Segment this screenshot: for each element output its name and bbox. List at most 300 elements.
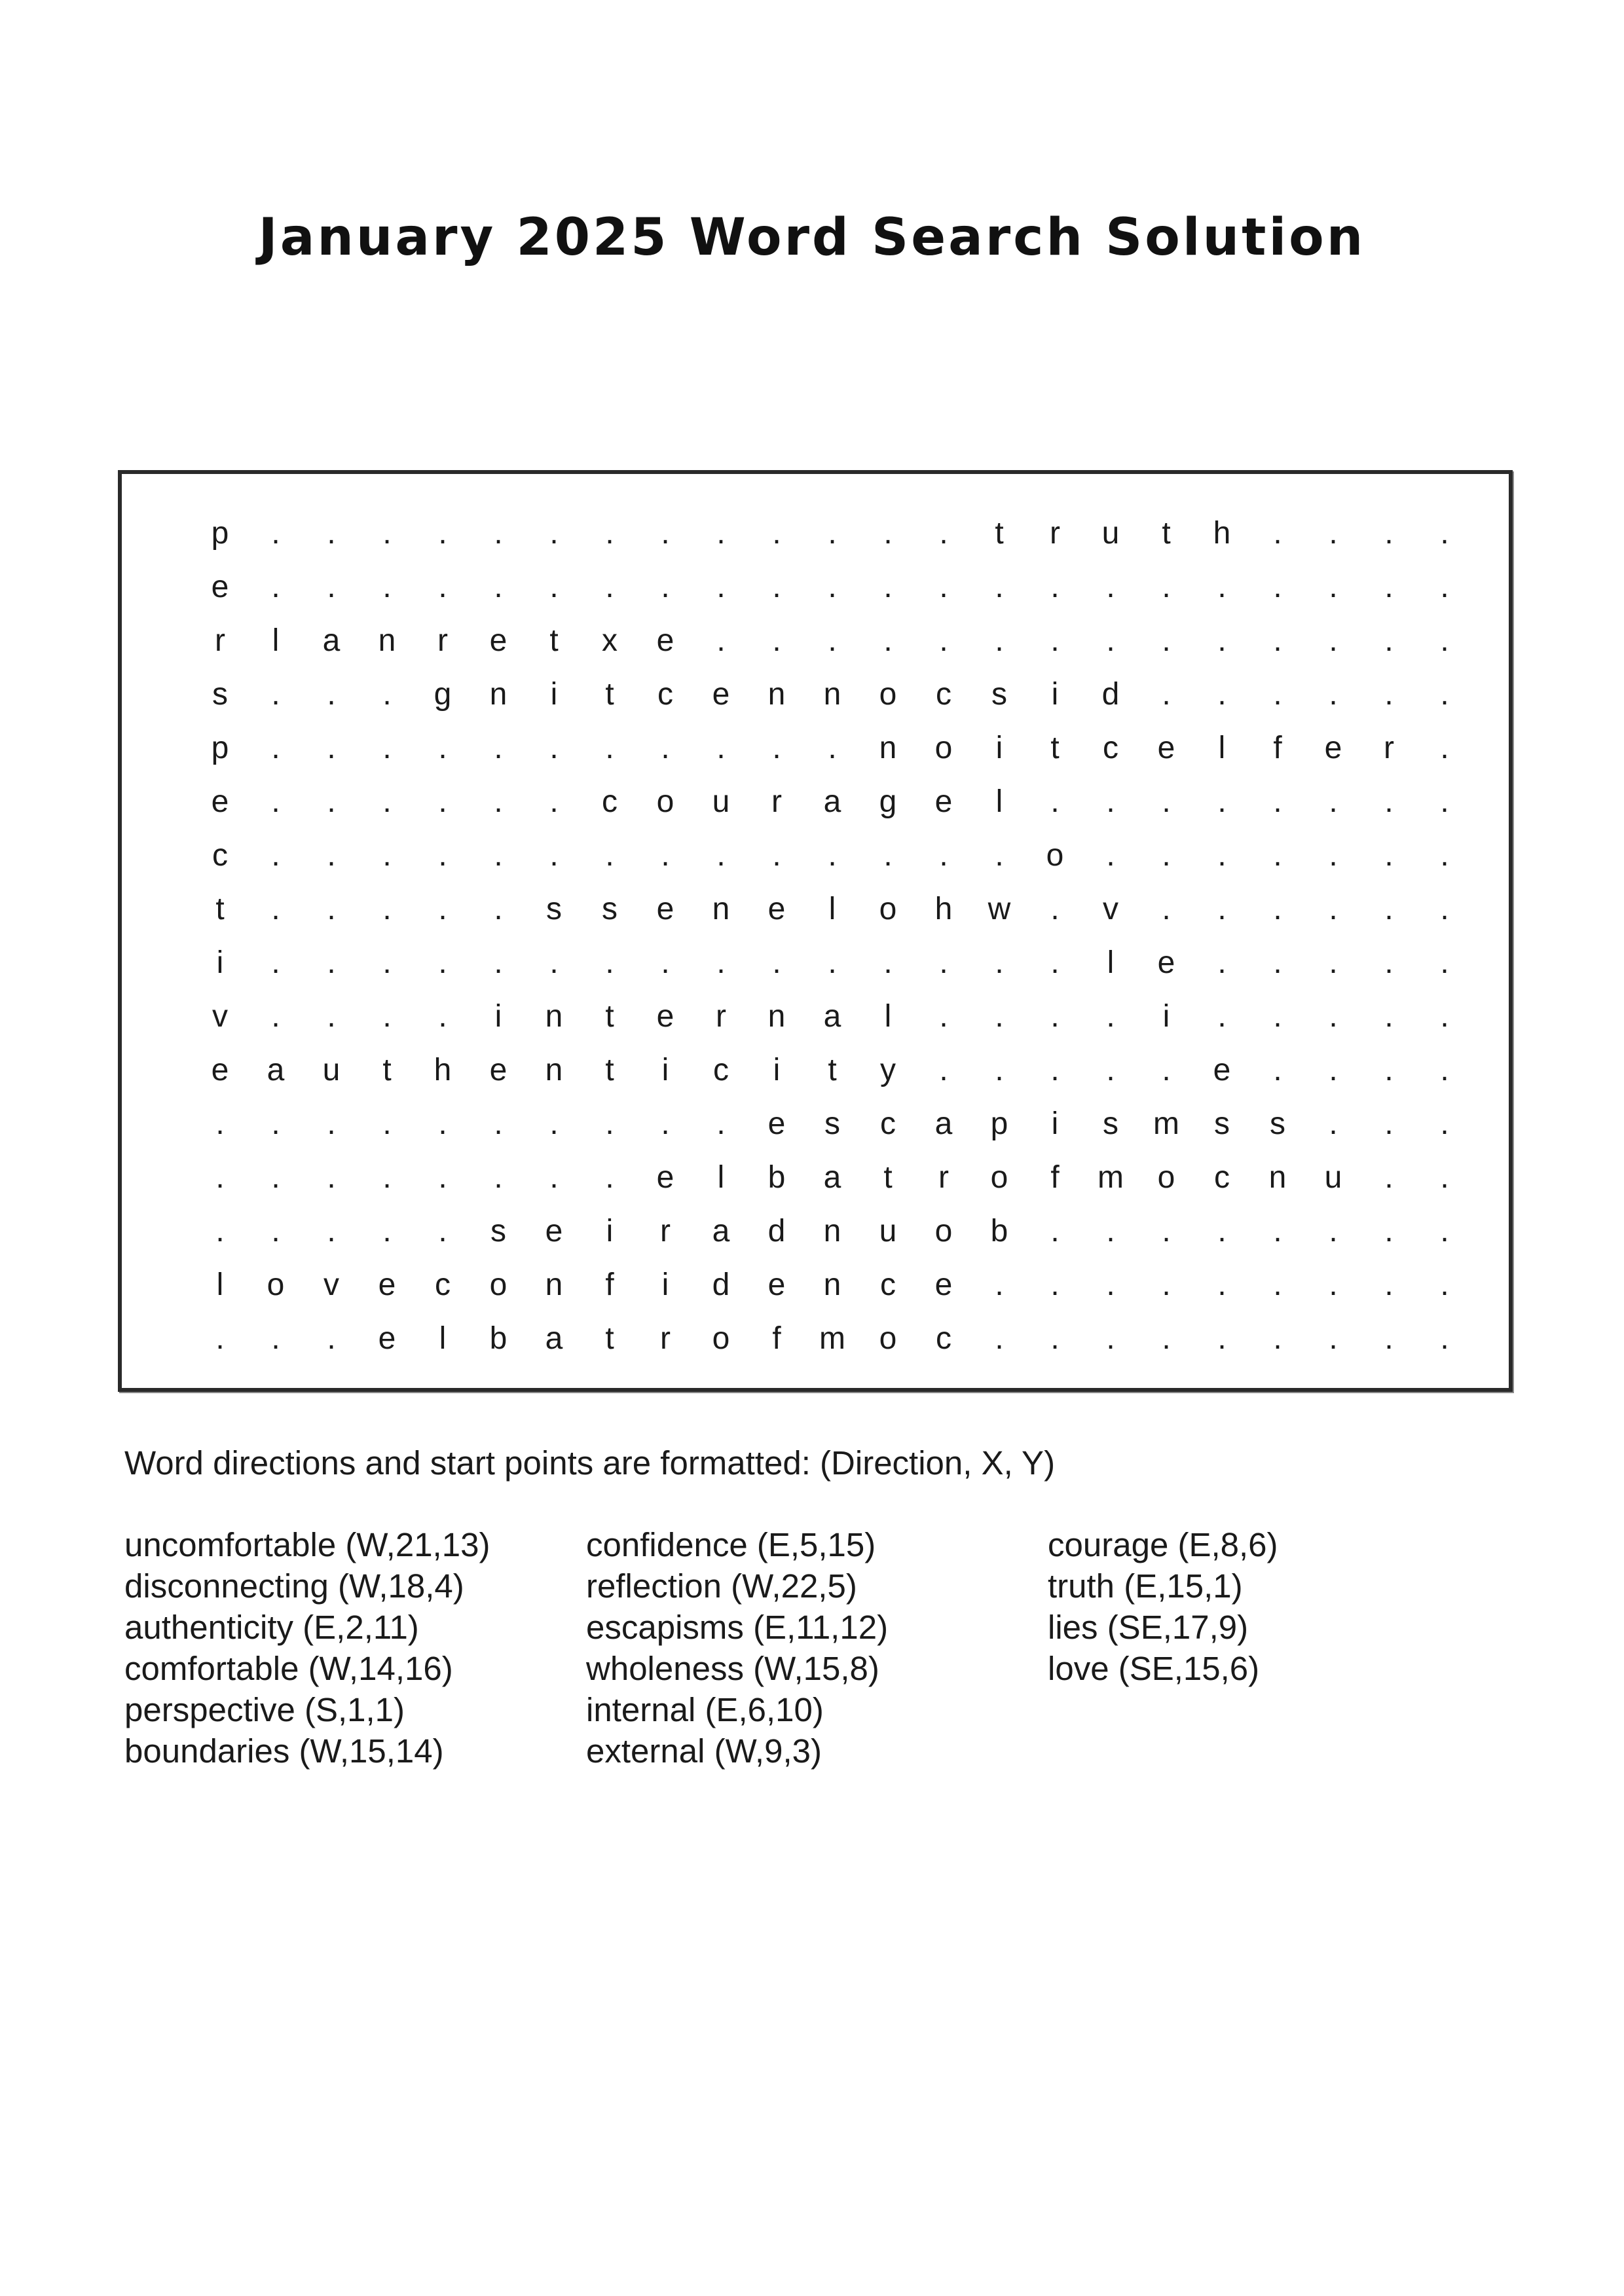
grid-letter: s <box>824 1106 840 1141</box>
grid-dot: . <box>1440 945 1449 980</box>
grid-dot: . <box>661 945 670 980</box>
grid-dot: . <box>494 1160 503 1195</box>
grid-dot: . <box>1162 1053 1171 1087</box>
grid-dot: . <box>1440 1321 1449 1356</box>
grid-dot: . <box>549 1106 559 1141</box>
grid-letter: n <box>823 677 841 712</box>
grid-dot: . <box>995 1053 1004 1087</box>
grid-dot: . <box>939 838 948 873</box>
grid-letter: t <box>1162 516 1171 551</box>
grid-dot: . <box>1440 731 1449 765</box>
grid-letter: o <box>656 784 674 819</box>
grid-dot: . <box>828 516 837 551</box>
grid-letter: e <box>767 1106 786 1141</box>
grid-letter: l <box>1218 731 1226 765</box>
grid-dot: . <box>1384 838 1393 873</box>
grid-letter: l <box>995 784 1003 819</box>
grid-dot: . <box>1440 570 1449 604</box>
grid-letter: o <box>990 1160 1008 1195</box>
grid-dot: . <box>939 945 948 980</box>
grid-dot: . <box>716 731 726 765</box>
grid-dot: . <box>1440 784 1449 819</box>
grid-dot: . <box>1440 892 1449 926</box>
grid-dot: . <box>494 945 503 980</box>
grid-dot: . <box>1217 1214 1227 1248</box>
grid-letter: t <box>549 623 559 658</box>
grid-dot: . <box>1050 570 1060 604</box>
grid-dot: . <box>1273 623 1282 658</box>
grid-dot: . <box>327 731 336 765</box>
grid-dot: . <box>1329 1267 1338 1302</box>
grid-dot: . <box>327 677 336 712</box>
grid-dot: . <box>1440 1160 1449 1195</box>
grid-dot: . <box>1384 1214 1393 1248</box>
grid-letter: e <box>378 1267 396 1302</box>
grid-letter: w <box>987 892 1011 926</box>
grid-letter: u <box>1324 1160 1342 1195</box>
grid-dot: . <box>828 838 837 873</box>
grid-dot: . <box>438 1214 447 1248</box>
grid-dot: . <box>382 677 392 712</box>
grid-dot: . <box>605 731 614 765</box>
grid-letter: t <box>605 677 614 712</box>
grid-dot: . <box>494 516 503 551</box>
grid-dot: . <box>1273 1267 1282 1302</box>
grid-dot: . <box>1217 892 1227 926</box>
grid-letter: l <box>272 623 280 658</box>
grid-dot: . <box>1329 570 1338 604</box>
word-list-item: reflection (W,22,5) <box>586 1567 857 1605</box>
grid-letter: i <box>216 945 224 980</box>
grid-dot: . <box>1273 570 1282 604</box>
grid-dot: . <box>883 838 893 873</box>
grid-letter: r <box>771 784 782 819</box>
grid-dot: . <box>605 1106 614 1141</box>
grid-dot: . <box>1384 892 1393 926</box>
grid-letter: o <box>934 731 953 765</box>
grid-dot: . <box>438 892 447 926</box>
grid-dot: . <box>327 1160 336 1195</box>
grid-dot: . <box>1162 1321 1171 1356</box>
grid-dot: . <box>271 838 280 873</box>
grid-letter: c <box>1214 1160 1230 1195</box>
grid-dot: . <box>661 516 670 551</box>
grid-dot: . <box>1329 516 1338 551</box>
grid-dot: . <box>1440 516 1449 551</box>
grid-dot: . <box>661 1106 670 1141</box>
grid-dot: . <box>772 570 781 604</box>
grid-letter: d <box>767 1214 786 1248</box>
grid-dot: . <box>939 570 948 604</box>
grid-letter: i <box>606 1214 614 1248</box>
grid-dot: . <box>716 838 726 873</box>
grid-letter: a <box>712 1214 730 1248</box>
grid-dot: . <box>1384 999 1393 1034</box>
grid-dot: . <box>1273 677 1282 712</box>
grid-letter: u <box>879 1214 897 1248</box>
grid-dot: . <box>1273 892 1282 926</box>
grid-dot: . <box>1162 623 1171 658</box>
grid-letter: i <box>1162 999 1170 1034</box>
grid-dot: . <box>438 516 447 551</box>
grid-dot: . <box>661 570 670 604</box>
grid-letter: o <box>934 1214 953 1248</box>
grid-dot: . <box>1106 1267 1115 1302</box>
grid-letter: e <box>934 784 953 819</box>
grid-letter: c <box>936 1321 951 1356</box>
grid-letter: s <box>1103 1106 1118 1141</box>
grid-dot: . <box>605 516 614 551</box>
word-list-item: disconnecting (W,18,4) <box>124 1567 464 1605</box>
grid-dot: . <box>1440 1053 1449 1087</box>
grid-letter: l <box>439 1321 447 1356</box>
grid-dot: . <box>605 945 614 980</box>
grid-dot: . <box>995 945 1004 980</box>
grid-dot: . <box>772 838 781 873</box>
grid-dot: . <box>438 1160 447 1195</box>
word-list-item: wholeness (W,15,8) <box>586 1650 879 1687</box>
grid-dot: . <box>716 945 726 980</box>
grid-dot: . <box>772 731 781 765</box>
grid-letter: e <box>545 1214 563 1248</box>
grid-dot: . <box>271 1321 280 1356</box>
legend-intro: Word directions and start points are formatted: (Direction, X, Y) <box>124 1444 1056 1482</box>
grid-dot: . <box>549 1160 559 1195</box>
grid-dot: . <box>382 731 392 765</box>
grid-letter: n <box>823 1214 841 1248</box>
grid-letter: t <box>828 1053 837 1087</box>
grid-dot: . <box>1106 1053 1115 1087</box>
grid-dot: . <box>382 838 392 873</box>
grid-dot: . <box>828 623 837 658</box>
grid-dot: . <box>883 623 893 658</box>
grid-dot: . <box>494 784 503 819</box>
grid-letter: f <box>772 1321 781 1356</box>
grid-dot: . <box>438 1106 447 1141</box>
grid-letter: t <box>215 892 225 926</box>
grid-letter: d <box>1101 677 1120 712</box>
grid-letter: a <box>267 1053 285 1087</box>
grid-dot: . <box>215 1321 225 1356</box>
grid-dot: . <box>1440 999 1449 1034</box>
grid-dot: . <box>382 570 392 604</box>
grid-letter: i <box>995 731 1003 765</box>
grid-letter: n <box>1268 1160 1287 1195</box>
grid-letter: o <box>489 1267 507 1302</box>
grid-letter: s <box>1270 1106 1285 1141</box>
grid-dot: . <box>605 838 614 873</box>
grid-dot: . <box>1384 1053 1393 1087</box>
grid-dot: . <box>327 999 336 1034</box>
grid-letter: f <box>605 1267 614 1302</box>
grid-letter: r <box>660 1321 671 1356</box>
grid-letter: e <box>1157 731 1175 765</box>
word-list-item: confidence (E,5,15) <box>586 1526 876 1563</box>
grid-letter: u <box>712 784 730 819</box>
grid-dot: . <box>382 1160 392 1195</box>
grid-letter: e <box>378 1321 396 1356</box>
grid-dot: . <box>1162 892 1171 926</box>
grid-dot: . <box>1106 1321 1115 1356</box>
grid-letter: o <box>712 1321 730 1356</box>
grid-dot: . <box>438 999 447 1034</box>
grid-letter: a <box>545 1321 563 1356</box>
grid-dot: . <box>1106 623 1115 658</box>
grid-letter: p <box>211 516 229 551</box>
grid-dot: . <box>1217 677 1227 712</box>
grid-letter: c <box>435 1267 451 1302</box>
grid-dot: . <box>271 1160 280 1195</box>
grid-letter: i <box>1051 677 1059 712</box>
grid-letter: n <box>712 892 730 926</box>
grid-letter: v <box>1103 892 1118 926</box>
grid-letter: c <box>713 1053 729 1087</box>
grid-letter: c <box>1103 731 1118 765</box>
word-list-item: lies (SE,17,9) <box>1048 1609 1249 1646</box>
grid-dot: . <box>995 1267 1004 1302</box>
grid-letter: i <box>773 1053 781 1087</box>
grid-letter: b <box>489 1321 507 1356</box>
word-list-item: internal (E,6,10) <box>586 1691 824 1728</box>
grid-dot: . <box>1217 784 1227 819</box>
grid-letter: e <box>656 1160 674 1195</box>
grid-letter: p <box>211 731 229 765</box>
grid-dot: . <box>1217 623 1227 658</box>
word-list-item: authenticity (E,2,11) <box>124 1609 419 1646</box>
grid-dot: . <box>1329 1106 1338 1141</box>
grid-letter: e <box>489 1053 507 1087</box>
grid-dot: . <box>327 1214 336 1248</box>
grid-dot: . <box>271 1214 280 1248</box>
grid-letter: n <box>879 731 897 765</box>
grid-dot: . <box>327 838 336 873</box>
grid-letter: m <box>1153 1106 1179 1141</box>
word-list-item: courage (E,8,6) <box>1048 1526 1278 1563</box>
grid-letter: n <box>545 1267 563 1302</box>
grid-dot: . <box>382 1214 392 1248</box>
grid-letter: l <box>1107 945 1115 980</box>
grid-dot: . <box>605 570 614 604</box>
grid-dot: . <box>1217 838 1227 873</box>
grid-dot: . <box>939 1053 948 1087</box>
word-list-item: comfortable (W,14,16) <box>124 1650 453 1687</box>
grid-dot: . <box>549 731 559 765</box>
grid-dot: . <box>1329 1053 1338 1087</box>
grid-dot: . <box>995 999 1004 1034</box>
grid-letter: a <box>934 1106 953 1141</box>
grid-dot: . <box>271 516 280 551</box>
grid-dot: . <box>1440 1214 1449 1248</box>
grid-letter: a <box>823 999 841 1034</box>
grid-dot: . <box>1050 945 1060 980</box>
grid-letter: n <box>489 677 507 712</box>
grid-dot: . <box>995 1321 1004 1356</box>
grid-dot: . <box>1050 784 1060 819</box>
grid-letter: o <box>879 1321 897 1356</box>
grid-dot: . <box>271 1106 280 1141</box>
grid-dot: . <box>1273 784 1282 819</box>
word-list-item: love (SE,15,6) <box>1048 1650 1260 1687</box>
grid-letter: n <box>545 999 563 1034</box>
word-list-column-1 <box>124 1524 490 1772</box>
grid-dot: . <box>382 892 392 926</box>
grid-letter: e <box>211 570 229 604</box>
grid-dot: . <box>1162 677 1171 712</box>
grid-dot: . <box>883 516 893 551</box>
grid-dot: . <box>494 838 503 873</box>
grid-letter: i <box>661 1267 669 1302</box>
grid-letter: o <box>267 1267 285 1302</box>
grid-letter: n <box>823 1267 841 1302</box>
grid-letter: e <box>1324 731 1342 765</box>
grid-dot: . <box>716 516 726 551</box>
grid-letter: c <box>657 677 673 712</box>
grid-letter: e <box>656 999 674 1034</box>
grid-letter: h <box>1213 516 1231 551</box>
grid-letter: c <box>212 838 228 873</box>
grid-letter: d <box>712 1267 730 1302</box>
grid-dot: . <box>1050 999 1060 1034</box>
grid-dot: . <box>939 516 948 551</box>
grid-letter: v <box>212 999 228 1034</box>
grid-dot: . <box>327 516 336 551</box>
grid-letter: u <box>1101 516 1120 551</box>
grid-letter: n <box>767 677 786 712</box>
grid-dot: . <box>215 1160 225 1195</box>
grid-dot: . <box>382 516 392 551</box>
grid-dot: . <box>1217 999 1227 1034</box>
grid-letter: o <box>879 892 897 926</box>
grid-dot: . <box>438 570 447 604</box>
grid-letter: o <box>879 677 897 712</box>
grid-letter: a <box>823 1160 841 1195</box>
grid-dot: . <box>1050 1267 1060 1302</box>
grid-letter: s <box>212 677 228 712</box>
grid-letter: r <box>716 999 726 1034</box>
grid-dot: . <box>883 570 893 604</box>
grid-dot: . <box>1329 945 1338 980</box>
grid-letter: e <box>489 623 507 658</box>
grid-letter: e <box>656 623 674 658</box>
grid-dot: . <box>1329 1214 1338 1248</box>
grid-dot: . <box>1106 838 1115 873</box>
grid-dot: . <box>1384 1106 1393 1141</box>
grid-letter: l <box>717 1160 725 1195</box>
grid-letter: n <box>545 1053 563 1087</box>
grid-dot: . <box>995 623 1004 658</box>
grid-dot: . <box>772 945 781 980</box>
grid-dot: . <box>1162 570 1171 604</box>
grid-letter: e <box>767 1267 786 1302</box>
grid-letter: n <box>767 999 786 1034</box>
grid-letter: t <box>605 999 614 1034</box>
grid-letter: u <box>322 1053 341 1087</box>
grid-letter: e <box>712 677 730 712</box>
grid-dot: . <box>1273 1321 1282 1356</box>
word-list-column-2 <box>586 1524 888 1772</box>
word-list-column-3 <box>1048 1524 1278 1689</box>
grid-letter: e <box>211 784 229 819</box>
grid-letter: i <box>661 1053 669 1087</box>
grid-dot: . <box>1329 784 1338 819</box>
grid-dot: . <box>1162 784 1171 819</box>
grid-letter: b <box>767 1160 786 1195</box>
word-list-item: uncomfortable (W,21,13) <box>124 1526 490 1563</box>
grid-dot: . <box>494 570 503 604</box>
grid-dot: . <box>271 784 280 819</box>
grid-dot: . <box>1050 1053 1060 1087</box>
word-list-item: truth (E,15,1) <box>1048 1567 1243 1605</box>
grid-dot: . <box>995 570 1004 604</box>
grid-dot: . <box>828 570 837 604</box>
grid-letter: t <box>382 1053 392 1087</box>
grid-letter: e <box>656 892 674 926</box>
page-title: January 2025 Word Search Solution <box>258 208 1366 267</box>
grid-dot: . <box>438 945 447 980</box>
grid-dot: . <box>1384 623 1393 658</box>
grid-letter: i <box>550 677 558 712</box>
grid-dot: . <box>327 945 336 980</box>
grid-letter: i <box>494 999 502 1034</box>
grid-dot: . <box>716 1106 726 1141</box>
grid-dot: . <box>215 1106 225 1141</box>
grid-dot: . <box>1162 1214 1171 1248</box>
grid-dot: . <box>438 838 447 873</box>
grid-dot: . <box>772 623 781 658</box>
grid-dot: . <box>1217 1267 1227 1302</box>
word-list-item: escapisms (E,11,12) <box>586 1609 889 1646</box>
grid-letter: e <box>1213 1053 1231 1087</box>
grid-dot: . <box>549 784 559 819</box>
grid-dot: . <box>1384 1267 1393 1302</box>
grid-dot: . <box>1329 892 1338 926</box>
grid-letter: r <box>437 623 448 658</box>
grid-dot: . <box>271 570 280 604</box>
grid-dot: . <box>772 516 781 551</box>
grid-dot: . <box>549 570 559 604</box>
grid-letter: p <box>990 1106 1008 1141</box>
grid-dot: . <box>1384 516 1393 551</box>
grid-letter: r <box>660 1214 671 1248</box>
grid-dot: . <box>1050 623 1060 658</box>
grid-dot: . <box>1384 677 1393 712</box>
grid-letter: r <box>938 1160 949 1195</box>
word-search-grid <box>118 470 1513 1392</box>
grid-dot: . <box>1273 516 1282 551</box>
grid-letter: c <box>880 1106 896 1141</box>
grid-letter: e <box>934 1267 953 1302</box>
grid-dot: . <box>1162 838 1171 873</box>
grid-dot: . <box>716 570 726 604</box>
grid-dot: . <box>939 999 948 1034</box>
grid-dot: . <box>828 945 837 980</box>
word-list-item: perspective (S,1,1) <box>124 1691 405 1728</box>
grid-dot: . <box>995 838 1004 873</box>
grid-dot: . <box>382 784 392 819</box>
grid-letter: s <box>546 892 562 926</box>
grid-dot: . <box>1329 623 1338 658</box>
grid-dot: . <box>1440 1267 1449 1302</box>
grid-letter: s <box>1214 1106 1230 1141</box>
grid-dot: . <box>1384 784 1393 819</box>
grid-letter: c <box>880 1267 896 1302</box>
grid-letter: r <box>215 623 225 658</box>
grid-dot: . <box>215 1214 225 1248</box>
grid-dot: . <box>1440 1106 1449 1141</box>
grid-dot: . <box>1217 1321 1227 1356</box>
grid-dot: . <box>1050 1214 1060 1248</box>
grid-dot: . <box>494 892 503 926</box>
